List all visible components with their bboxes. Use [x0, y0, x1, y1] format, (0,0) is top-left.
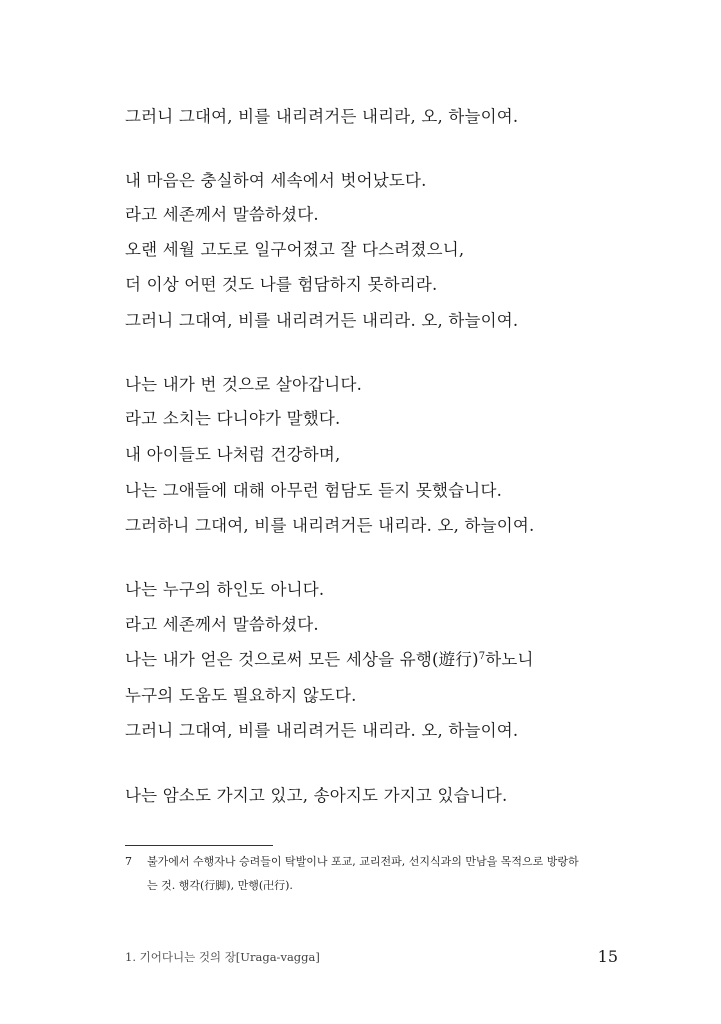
verse-line: 내 마음은 충실하여 세속에서 벗어났도다.	[125, 171, 427, 190]
verse-text: 하노니	[485, 650, 534, 669]
verse-line-with-footnote	[125, 652, 534, 669]
verse-line: 그러하니 그대여, 비를 내리려거든 내리라. 오, 하늘이여.	[125, 516, 535, 535]
page-number: 15	[597, 947, 618, 966]
verse-line: 누구의 도움도 필요하지 않도다.	[125, 686, 357, 705]
verse-line: 내 아이들도 나처럼 건강하며,	[125, 445, 341, 464]
verse-line: 그러니 그대여, 비를 내리려거든 내리라. 오, 하늘이여.	[125, 311, 519, 330]
verse-line: 라고 세존께서 말씀하셨다.	[125, 615, 319, 634]
verse-line: 라고 소치는 다니야가 말했다.	[125, 409, 341, 428]
footnote-divider	[125, 845, 273, 846]
verse-line: 나는 누구의 하인도 아니다.	[125, 580, 325, 599]
verse-line: 나는 그애들에 대해 아무런 험담도 듣지 못했습니다.	[125, 481, 503, 500]
running-head: 1. 기어다니는 것의 장[Uraga-vagga]	[125, 950, 320, 964]
verse-line: 더 이상 어떤 것도 나를 험담하지 못하리라.	[125, 275, 438, 294]
verse-line: 그러니 그대여, 비를 내리려거든 내리라, 오, 하늘이여.	[125, 107, 519, 126]
footnote-text: 는 것. 행각(行脚), 만행(卍行).	[147, 879, 293, 892]
footnote-number: 7	[125, 855, 132, 868]
verse-line: 그러니 그대여, 비를 내리려거든 내리라. 오, 하늘이여.	[125, 721, 519, 740]
footnote-text: 불가에서 수행자나 승려들이 탁발이나 포교, 교리전파, 선지식과의 만남을 목적으로 방랑하	[147, 855, 579, 868]
verse-line: 나는 암소도 가지고 있고, 송아지도 가지고 있습니다.	[125, 786, 508, 805]
verse-line: 오랜 세월 고도로 일구어졌고 잘 다스려졌으니,	[125, 240, 465, 259]
verse-text: 나는 내가 얻은 것으로써 모든 세상을 유행(遊行)	[125, 650, 479, 669]
footnote-reference: 7	[478, 651, 486, 662]
verse-line: 라고 세존께서 말씀하셨다.	[125, 205, 319, 224]
verse-line: 나는 내가 번 것으로 살아갑니다.	[125, 375, 363, 394]
